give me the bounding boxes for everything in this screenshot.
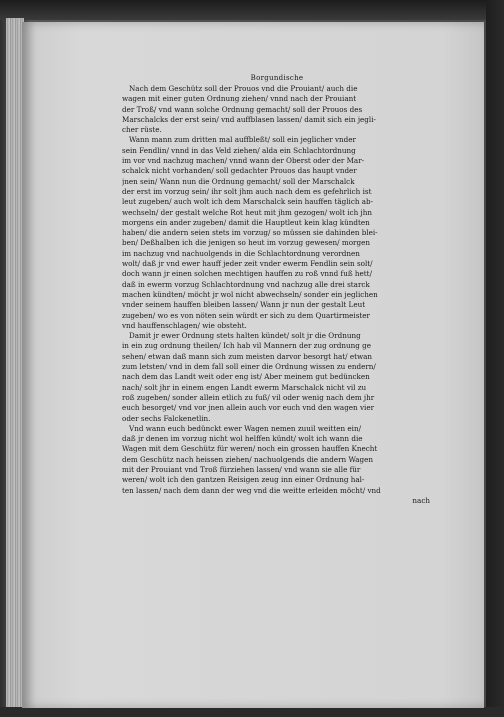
text-line: sehen/ etwan daß mann sich zum meisten darvor besorgt hat/ etwan — [122, 351, 373, 361]
text-line: schalck nicht vorhanden/ soll gedachter Prouos das haupt vnder — [122, 166, 357, 176]
text-line: haben/ die andern seien stets im vorzug/ so müssen sie dahinden blei- — [122, 228, 378, 238]
text-block — [122, 74, 432, 506]
text-line: morgens ein ander zugeben/ damit die Hauptleut kein klag kündten — [122, 217, 370, 227]
paragraph — [122, 84, 432, 135]
text-line: der erst im vorzug sein/ ihr solt jhm auch nach dem es gefehrlich ist — [122, 186, 372, 196]
text-line: nach dem das Landt weit oder eng ist/ Aber meinem gut bedüncken — [122, 372, 370, 382]
paragraph — [122, 331, 432, 424]
text-line: oder sechs Falckenetlin. — [122, 413, 211, 423]
text-line: im vor vnd nachzug machen/ vnnd wann der Oberst oder der Mar- — [122, 156, 365, 166]
text-line: Wann mann zum dritten mal auffbleßt/ soll ein jeglicher vnder — [129, 135, 356, 145]
text-line: leut zugeben/ auch wolt ich dem Marschalck sein hauffen täglich ab- — [122, 197, 374, 207]
text-line: Marschalcks der erst sein/ vnd auffblasen lassen/ damit sich ein jegli- — [122, 114, 376, 124]
text-line: machen kündten/ möcht jr wol nicht abwechseln/ sonder ein jeglichen — [122, 289, 378, 299]
text-line: jnen sein/ Wann nun die Ordnung gemacht/ soll der Marschalck — [122, 176, 355, 186]
text-line: mit der Prouiant vnd Troß fürziehen lassen/ vnd wann sie alle für — [122, 464, 361, 474]
text-line: sein Fendlin/ vnnd in das Veld ziehen/ alda ein Schlachtordnung — [122, 145, 356, 155]
running-header: Borgundische — [250, 74, 304, 82]
text-line: euch besorget/ vnd vor jnen allein auch vor euch vnd den wagen vier — [122, 403, 375, 413]
text-line: daß jr denen im vorzug nicht wol helffen kündt/ wolt ich wann die — [122, 434, 363, 444]
text-line: im nachzug vnd nachuolgends in die Schlachtordnung verordnen — [122, 248, 360, 258]
text-line: cher rüste. — [122, 125, 162, 135]
text-line: zum letsten/ vnd in dem fall soll einer die Ordnung wissen zu endern/ — [122, 362, 376, 372]
text-line: weren/ wolt ich den gantzen Reisigen zeug inn einer Ordnung hal- — [122, 475, 365, 485]
text-line: roß zugeben/ sonder allein etlich zu fuß/ vil oder wenig nach dem jhr — [122, 392, 375, 402]
text-line: vnd hauffenschlagen/ wie obsteht. — [122, 320, 247, 330]
text-line: ben/ Deßhalben ich die jenigen so heut im vorzug gewesen/ morgen — [122, 238, 370, 248]
text-line: Vnd wann euch bedünckt ewer Wagen nemen zuuil weitten ein/ — [129, 423, 362, 433]
text-line: der Troß/ vnd wann solche Ordnung gemacht/ soll der Prouos des — [122, 104, 363, 114]
text-line: wagen mit einer guten Ordnung ziehen/ vnnd nach der Prouiant — [122, 94, 357, 104]
text-line: wolt/ daß jr vnd ewer hauff jeder zeit vnder ewerm Fendlin sein solt/ — [122, 259, 373, 269]
text-line: Damit jr ewer Ordnung stets halten kündet/ solt jr die Ordnung — [129, 331, 361, 341]
paragraph — [122, 135, 432, 331]
text-line: dem Geschütz nach heissen ziehen/ nachuolgends die andern Wagen — [122, 454, 373, 464]
text-line: vnder seinem hauffen bleiben lassen/ Wann jr nun der gestalt Leut — [122, 300, 366, 310]
catchword: nach — [412, 495, 430, 505]
text-line: Wagen mit dem Geschütz für weren/ noch ein grossen hauffen Knecht — [122, 444, 378, 454]
bottom-shadow — [0, 707, 504, 717]
text-line: Nach dem Geschütz soll der Prouos vnd die Prouiant/ auch die — [129, 84, 358, 93]
text-line: ten lassen/ nach dem dann der weg vnd die weitte erleiden möcht/ vnd — [122, 485, 381, 495]
top-shadow — [0, 0, 504, 20]
text-line: wechseln/ der gestalt welche Rot heut mit jhm gezogen/ wolt ich jhn — [122, 207, 372, 217]
text-line: doch wann jr einen solchen mechtigen hauffen zu roß vnnd fuß hett/ — [122, 269, 372, 279]
text-line: nach/ solt jhr in einem engen Landt ewerm Marschalck nicht vil zu — [122, 382, 367, 392]
text-line: zugeben/ wo es von nöten sein würdt er sich zu dem Quartirmeister — [122, 310, 370, 320]
paragraph — [122, 424, 432, 496]
text-line: in ein zug ordnung theilen/ Ich hab vil Mannern der zug ordnung ge — [122, 341, 371, 351]
paragraphs — [122, 84, 432, 496]
text-line: daß in ewerm vorzug Schlachtordnung vnd nachzug alle drei starck — [122, 279, 370, 289]
right-dark-strip — [486, 0, 504, 717]
